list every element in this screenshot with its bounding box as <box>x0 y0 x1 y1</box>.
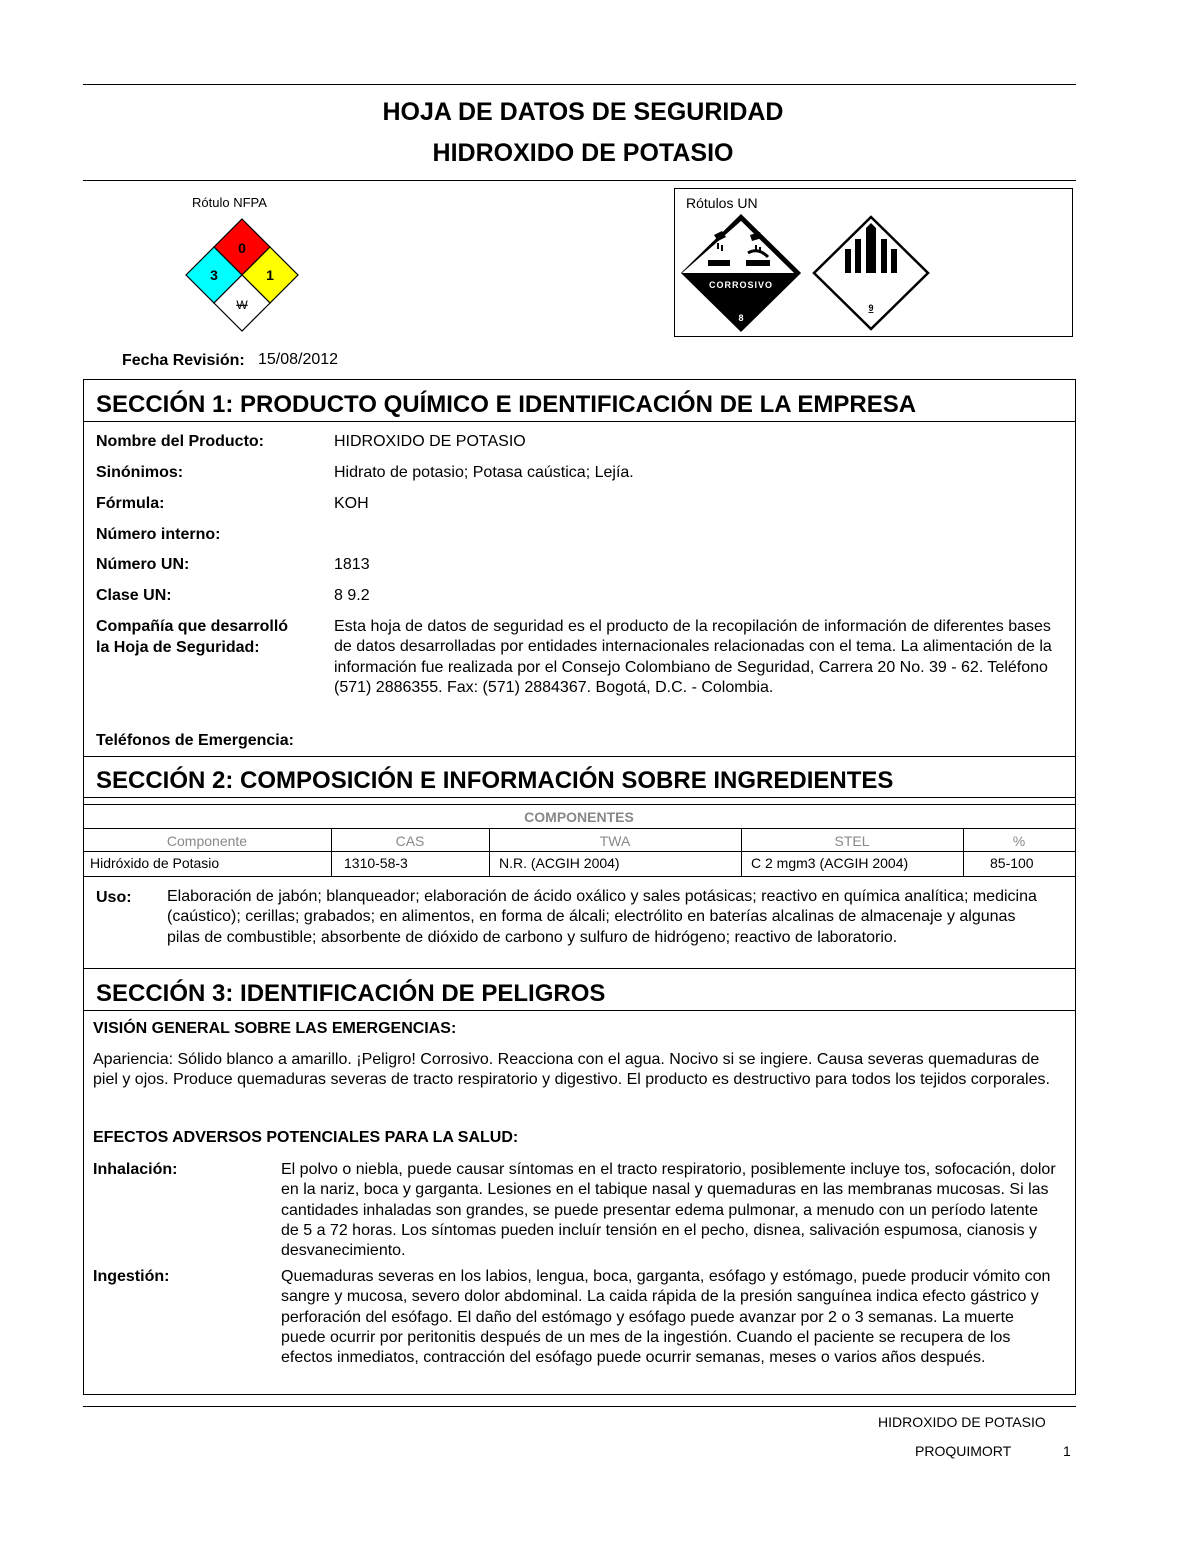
table-cell-percent: 85-100 <box>990 855 1034 871</box>
nfpa-label: Rótulo NFPA <box>192 195 267 210</box>
section1-title: SECCIÓN 1: PRODUCTO QUÍMICO E IDENTIFICACIÓN DE LA EMPRESA <box>96 391 917 418</box>
components-table-title: COMPONENTES <box>524 809 634 825</box>
misc-class-number: 9 <box>868 303 874 313</box>
table-cell-cas: 1310-58-3 <box>344 855 408 871</box>
misc-dangerous-pictogram <box>810 213 932 333</box>
table-cell-component: Hidróxido de Potasio <box>90 855 220 871</box>
table-cell-stel: C 2 mgm3 (ACGIH 2004) <box>751 855 909 871</box>
un-number-value: 1813 <box>334 556 370 573</box>
nfpa-flammability-value: 0 <box>238 240 246 256</box>
table-bottom-rule <box>83 876 1075 877</box>
footer-product: HIDROXIDO DE POTASIO <box>878 1414 1046 1430</box>
product-name-value: HIDROXIDO DE POTASIO <box>334 433 526 450</box>
section1-rule <box>83 421 1075 422</box>
col-header-twa: TWA <box>599 833 631 849</box>
effects-heading: EFECTOS ADVERSOS POTENCIALES PARA LA SALUD: <box>93 1129 519 1146</box>
inhalation-label: Inhalación: <box>93 1161 178 1178</box>
col-divider <box>741 828 742 876</box>
overview-heading: VISIÓN GENERAL SOBRE LAS EMERGENCIAS: <box>93 1020 457 1037</box>
col-header-component: Componente <box>166 833 248 849</box>
section3-rule <box>83 1010 1075 1011</box>
un-class-label: Clase UN: <box>96 587 172 604</box>
footer-company: PROQUIMORT <box>915 1443 1012 1459</box>
un-labels-label: Rótulos UN <box>686 195 758 211</box>
revision-date: 15/08/2012 <box>258 351 339 368</box>
formula-label: Fórmula: <box>96 495 165 512</box>
corrosive-class-number: 8 <box>738 313 744 323</box>
nfpa-health-value: 3 <box>210 267 218 283</box>
use-text: Elaboración de jabón; blanqueador; elaboración de ácido oxálico y sales potásicas; reactivo en química analítica; medicina (caústico); cerillas; grabados; en alimentos, en forma de álcali; electrólito en baterías alcalinas de almacenaje y algunas pilas de combustible; absorbente de dióxido de carbono y sulfuro de hidrógeno; reactivo de laboratorio. <box>167 888 1037 946</box>
table-title-rule <box>83 828 1075 829</box>
col-header-cas: CAS <box>395 833 425 849</box>
nfpa-diamond <box>184 217 300 333</box>
un-class-value: 8 9.2 <box>334 587 370 604</box>
col-divider <box>489 828 490 876</box>
use-label: Uso: <box>96 889 132 906</box>
ingestion-text: Quemaduras severas en los labios, lengua, boca, garganta, esófago y estómago, puede producir vómito con sangre y mucosa, severo dolor abdominal. La caida rápida de la presión sanguínea indica efecto gástrico y perforación del esófago. El daño del estómago y esófago puede avanzar por 2 o 3 semanas. La muerte puede ocurrir por peritonitis después de un mes de la ingestión. Cuando el paciente se recupera de los efectos inmediatos, contracción del esófago puede ocurrir semanas, meses o varios años después. <box>281 1268 1051 1367</box>
table-top-rule <box>83 804 1075 805</box>
company-label-line2: la Hoja de Seguridad: <box>96 639 260 656</box>
title-rule <box>83 180 1076 181</box>
section2-top-rule <box>83 756 1075 757</box>
top-rule <box>83 84 1076 85</box>
synonyms-value: Hidrato de potasio; Potasa caústica; Lejía. <box>334 464 634 481</box>
section3-title: SECCIÓN 3: IDENTIFICACIÓN DE PELIGROS <box>96 980 606 1007</box>
section2-title: SECCIÓN 2: COMPOSICIÓN E INFORMACIÓN SOBRE INGREDIENTES <box>96 767 894 794</box>
col-divider <box>331 828 332 876</box>
col-header-percent: % <box>1012 833 1026 849</box>
col-header-stel: STEL <box>834 833 870 849</box>
synonyms-label: Sinónimos: <box>96 464 184 481</box>
un-number-label: Número UN: <box>96 556 190 573</box>
section2-rule <box>83 797 1075 798</box>
formula-value: KOH <box>334 495 369 512</box>
product-name-label: Nombre del Producto: <box>96 433 265 450</box>
document-title: HOJA DE DATOS DE SEGURIDAD <box>382 98 784 126</box>
ingestion-label: Ingestión: <box>93 1268 170 1285</box>
nfpa-special-value: W <box>236 298 248 312</box>
overview-text: Apariencia: Sólido blanco a amarillo. ¡Peligro! Corrosivo. Reacciona con el agua. Nocivo si se ingiere. Causa severas quemaduras de piel y ojos. Produce quemaduras severas de tracto respiratorio y digestivo. El producto es destructivo para todos los tejidos corporales. <box>93 1051 1050 1089</box>
col-divider <box>963 828 964 876</box>
table-cell-twa: N.R. (ACGIH 2004) <box>499 855 620 871</box>
table-header-rule <box>83 851 1075 852</box>
nfpa-reactivity-value: 1 <box>266 267 274 283</box>
company-value: Esta hoja de datos de seguridad es el producto de la recopilación de información de diferentes bases de datos desarrolladas por entidades internacionales relacionadas con el tema. La alimentación de la información fue realizada por el Consejo Colombiano de Seguridad, Carrera 20 No. 39 - 62. Teléfono (571) 2886355. Fax: (571) 2884367. Bogotá, D.C. - Colombia. <box>334 618 1052 696</box>
section3-top-rule <box>83 968 1075 969</box>
emergency-phones-label: Teléfonos de Emergencia: <box>96 732 294 749</box>
internal-number-label: Número interno: <box>96 526 221 543</box>
corrosive-text: CORROSIVO <box>708 280 774 290</box>
revision-label: Fecha Revisión: <box>122 352 245 369</box>
footer-rule <box>83 1406 1076 1407</box>
company-label-line1: Compañía que desarrolló <box>96 618 289 635</box>
corrosive-pictogram <box>678 213 804 333</box>
footer-page-number: 1 <box>1063 1443 1071 1459</box>
inhalation-text: El polvo o niebla, puede causar síntomas en el tracto respiratorio, posiblemente incluye tos, sofocación, dolor en la nariz, boca y garganta. Lesiones en el tabique nasal y quemaduras en las membranas mucosas. Si las cantidades inhaladas son grandes, se puede presentar edema pulmonar, a menudo con un período latente de 5 a 72 horas. Los síntomas pueden incluír tensión en el pecho, disnea, salivación espumosa, cianosis y desvanecimiento. <box>281 1161 1056 1260</box>
product-title: HIDROXIDO DE POTASIO <box>432 139 734 167</box>
